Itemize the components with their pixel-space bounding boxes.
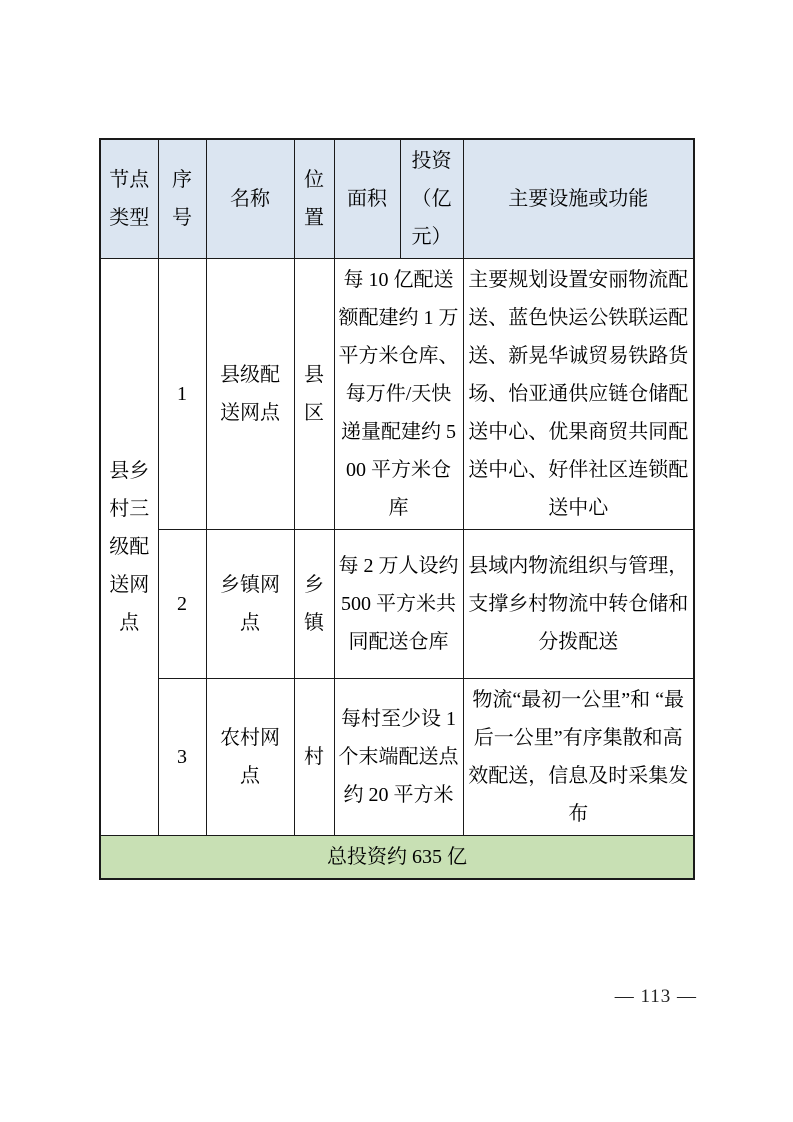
location-cell: 县区 (294, 259, 334, 530)
header-function: 主要设施或功能 (463, 139, 694, 259)
header-location: 位置 (294, 139, 334, 259)
function-cell: 物流“最初一公里”和 “最后一公里”有序集散和高效配送，信息及时采集发布 (463, 679, 694, 836)
distribution-network-table (99, 138, 695, 880)
function-cell: 主要规划设置安丽物流配送、蓝色快运公铁联运配送、新晃华诚贸易铁路货场、怡亚通供应链仓储配送中心、优果商贸共同配送中心、好伴社区连锁配送中心 (463, 259, 694, 530)
table-row (100, 259, 694, 530)
header-area: 面积 (334, 139, 400, 259)
location-cell: 乡镇 (294, 530, 334, 679)
table-header-row (100, 139, 694, 259)
seq-cell: 2 (158, 530, 206, 679)
location-cell: 村 (294, 679, 334, 836)
seq-cell: 3 (158, 679, 206, 836)
area-cell: 每 10 亿配送额配建约 1 万平方米仓库、每万件/天快递量配建约 500 平方米仓库 (334, 259, 463, 530)
area-cell: 每 2 万人设约 500 平方米共同配送仓库 (334, 530, 463, 679)
table-row (100, 679, 694, 836)
header-seq: 序号 (158, 139, 206, 259)
header-investment: 投资（亿元） (400, 139, 463, 259)
total-investment-cell: 总投资约 635 亿 (100, 836, 694, 880)
page-number: — 113 — (614, 986, 697, 1007)
table-total-row (100, 836, 694, 880)
name-cell: 县级配送网点 (206, 259, 294, 530)
name-cell: 乡镇网点 (206, 530, 294, 679)
group-label-cell: 县乡村三级配送网点 (100, 259, 158, 836)
header-node-type: 节点类型 (100, 139, 158, 259)
table-row (100, 530, 694, 679)
seq-cell: 1 (158, 259, 206, 530)
function-cell: 县域内物流组织与管理，支撑乡村物流中转仓储和分拨配送 (463, 530, 694, 679)
area-cell: 每村至少设 1 个末端配送点约 20 平方米 (334, 679, 463, 836)
name-cell: 农村网点 (206, 679, 294, 836)
header-name: 名称 (206, 139, 294, 259)
